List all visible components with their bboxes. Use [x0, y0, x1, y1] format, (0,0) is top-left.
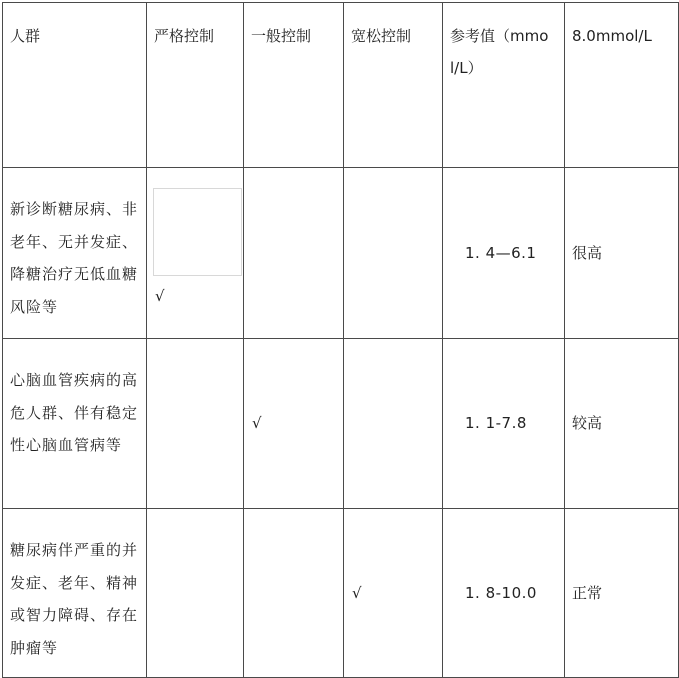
- level-cell: [565, 168, 679, 339]
- reference-cell: [443, 509, 565, 678]
- glucose-control-table: [2, 2, 679, 678]
- table-row: [3, 509, 679, 678]
- level-cell: [565, 339, 679, 509]
- table-row: [3, 168, 679, 339]
- header-cell: [443, 3, 565, 168]
- population-cell: [3, 168, 147, 339]
- header-8mmol: 8.0mmol/L: [572, 27, 652, 45]
- reference-cell: [443, 339, 565, 509]
- table-header-row: [3, 3, 679, 168]
- header-loose-control: 宽松控制: [351, 27, 412, 45]
- header-strict-control: 严格控制: [154, 27, 215, 45]
- reference-cell: [443, 168, 565, 339]
- level-value: 较高: [572, 414, 603, 432]
- reference-value: 1. 1-7.8: [465, 414, 527, 432]
- header-population: 人群: [10, 27, 41, 45]
- check-mark: [344, 339, 442, 508]
- check-mark: √: [352, 583, 362, 602]
- empty-inner-box: [153, 188, 242, 276]
- level-value: 正常: [572, 583, 603, 602]
- strict-cell: [147, 339, 244, 509]
- check-mark: [344, 168, 442, 338]
- general-cell: [244, 509, 344, 678]
- population-text: 心脑血管疾病的高危人群、伴有稳定性心脑血管病等: [10, 371, 139, 454]
- check-mark: √: [155, 287, 165, 305]
- header-cell: [244, 3, 344, 168]
- general-cell: [244, 339, 344, 509]
- population-text: 新诊断糖尿病、非老年、无并发症、降糖治疗无低血糖风险等: [10, 200, 139, 316]
- population-cell: [3, 339, 147, 509]
- table-row: [3, 339, 679, 509]
- strict-cell: [147, 168, 244, 339]
- check-mark: [147, 339, 243, 508]
- level-value: 很高: [572, 243, 603, 262]
- loose-cell: [344, 339, 443, 509]
- check-mark: √: [252, 414, 262, 432]
- level-cell: [565, 509, 679, 678]
- check-mark: [147, 509, 243, 677]
- general-cell: [244, 168, 344, 339]
- loose-cell: [344, 509, 443, 678]
- header-cell: [147, 3, 244, 168]
- population-cell: [3, 509, 147, 678]
- header-general-control: 一般控制: [251, 27, 312, 45]
- header-reference-value: 参考值（mmol/L）: [450, 27, 549, 77]
- check-mark: [244, 509, 343, 677]
- reference-value: 1. 8-10.0: [465, 583, 537, 602]
- check-mark: [244, 168, 343, 338]
- header-cell: [3, 3, 147, 168]
- reference-value: 1. 4—6.1: [465, 243, 537, 262]
- header-cell: [565, 3, 679, 168]
- header-cell: [344, 3, 443, 168]
- population-text: 糖尿病伴严重的并发症、老年、精神或智力障碍、存在肿瘤等: [10, 541, 139, 657]
- strict-cell: [147, 509, 244, 678]
- loose-cell: [344, 168, 443, 339]
